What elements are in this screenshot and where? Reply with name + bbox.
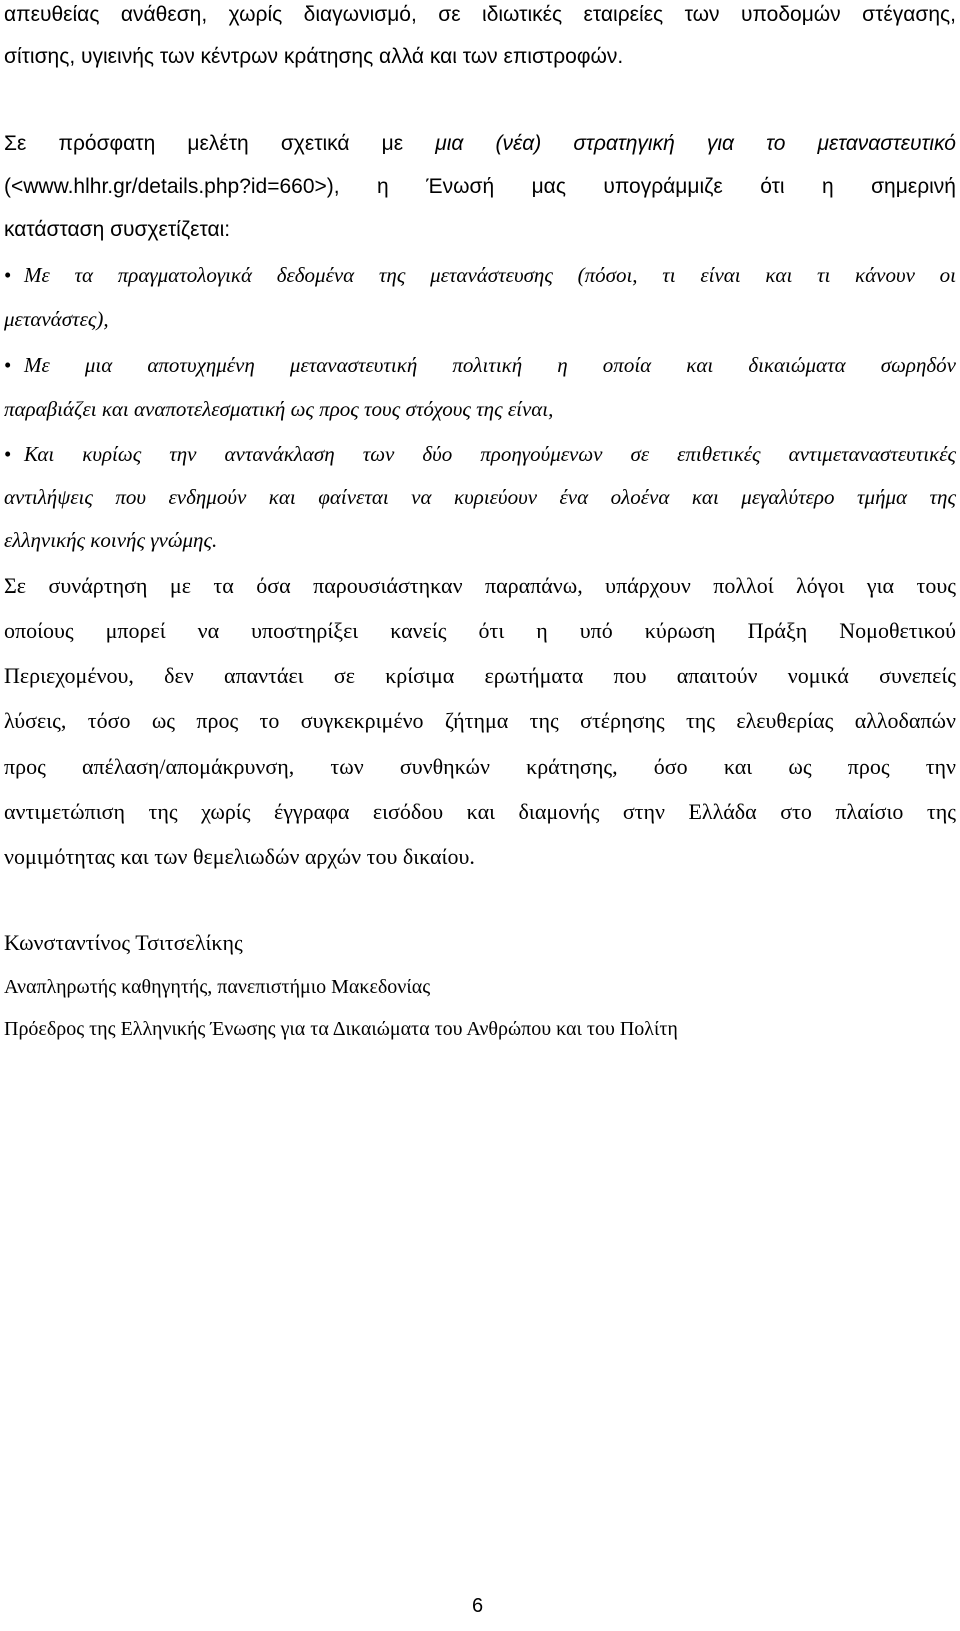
bullet-1-text: Με τα πραγματολογικά δεδομένα της μετανάστευσης (πόσοι, τι είναι και τι κάνουν οι xyxy=(24,263,956,287)
signature-name: Κωνσταντίνος Τσιτσελίκης xyxy=(4,930,243,955)
paragraph-1-line-2: σίτισης, υγιεινής των κέντρων κράτησης αλλά και των επιστροφών. xyxy=(4,45,624,68)
bullet-icon: • xyxy=(4,442,12,466)
bullet-2-text: Με μια αποτυχημένη μεταναστευτική πολιτική η οποία και δικαιώματα σωρηδόν xyxy=(24,353,956,377)
paragraph-2-line-1 xyxy=(4,131,956,157)
bullet-icon: • xyxy=(4,263,12,287)
bullet-3-line-3: ελληνικής κοινής γνώμης. xyxy=(4,528,218,552)
paragraph-2-line-3: κατάσταση συσχετίζεται: xyxy=(4,218,231,241)
paragraph-2-line-1b: μια (νέα) στρατηγική για το μεταναστευτικό xyxy=(435,132,956,155)
paragraph-3-line-3: Περιεχομένου, δεν απαντάει σε κρίσιμα ερωτήματα που απαιτούν νομικά συνεπείς xyxy=(4,663,956,688)
paragraph-3-line-1: Σε συνάρτηση με τα όσα παρουσιάστηκαν παραπάνω, υπάρχουν πολλοί λόγοι για τους xyxy=(4,573,956,598)
paragraph-3-line-2: οποίους μπορεί να υποστηρίξει κανείς ότι η υπό κύρωση Πράξη Νομοθετικού xyxy=(4,618,956,643)
signature-title-1: Αναπληρωτής καθηγητής, πανεπιστήμιο Μακεδονίας xyxy=(4,976,431,998)
bullet-3-text: Και κυρίως την αντανάκλαση των δύο προηγούμενων σε επιθετικές αντιμεταναστευτικές xyxy=(24,442,956,466)
page-number: 6 xyxy=(472,1595,484,1617)
bullet-1-line-2: μετανάστες), xyxy=(4,307,109,331)
paragraph-3-line-5: προς απέλαση/απομάκρυνση, των συνθηκών κράτησης, όσο και ως προς την xyxy=(4,754,956,779)
paragraph-3-line-6: αντιμετώπιση της χωρίς έγγραφα εισόδου και διαμονής στην Ελλάδα στο πλαίσιο της xyxy=(4,799,956,824)
paragraph-1-line-1: απευθείας ανάθεση, χωρίς διαγωνισμό, σε ιδιωτικές εταιρείες των υποδομών στέγασης, xyxy=(4,3,956,26)
paragraph-2-line-2: (<www.hlhr.gr/details.php?id=660>), η Ένωσή μας υπογράμμιζε ότι η σημερινή xyxy=(4,175,956,198)
bullet-2-line-2: παραβιάζει και αναποτελεσματική ως προς τους στόχους της είναι, xyxy=(4,397,554,421)
paragraph-2-line-1a: Σε πρόσφατη μελέτη σχετικά με xyxy=(4,132,436,155)
paragraph-3-line-7: νομιμότητας και των θεμελιωδών αρχών του δικαίου. xyxy=(4,844,475,869)
bullet-1-line-1 xyxy=(4,262,956,288)
paragraph-3-line-4: λύσεις, τόσο ως προς το συγκεκριμένο ζήτημα της στέρησης της ελευθερίας αλλοδαπών xyxy=(4,708,956,733)
signature-title-2: Πρόεδρος της Ελληνικής Ένωσης για τα Δικαιώματα του Ανθρώπου και του Πολίτη xyxy=(4,1018,678,1040)
bullet-2-line-1 xyxy=(4,352,956,378)
bullet-3-line-2: αντιλήψεις που ενδημούν και φαίνεται να κυριεύουν ένα ολοένα και μεγαλύτερο τμήμα της xyxy=(4,485,956,509)
bullet-3-line-1 xyxy=(4,441,956,467)
bullet-icon: • xyxy=(4,353,12,377)
